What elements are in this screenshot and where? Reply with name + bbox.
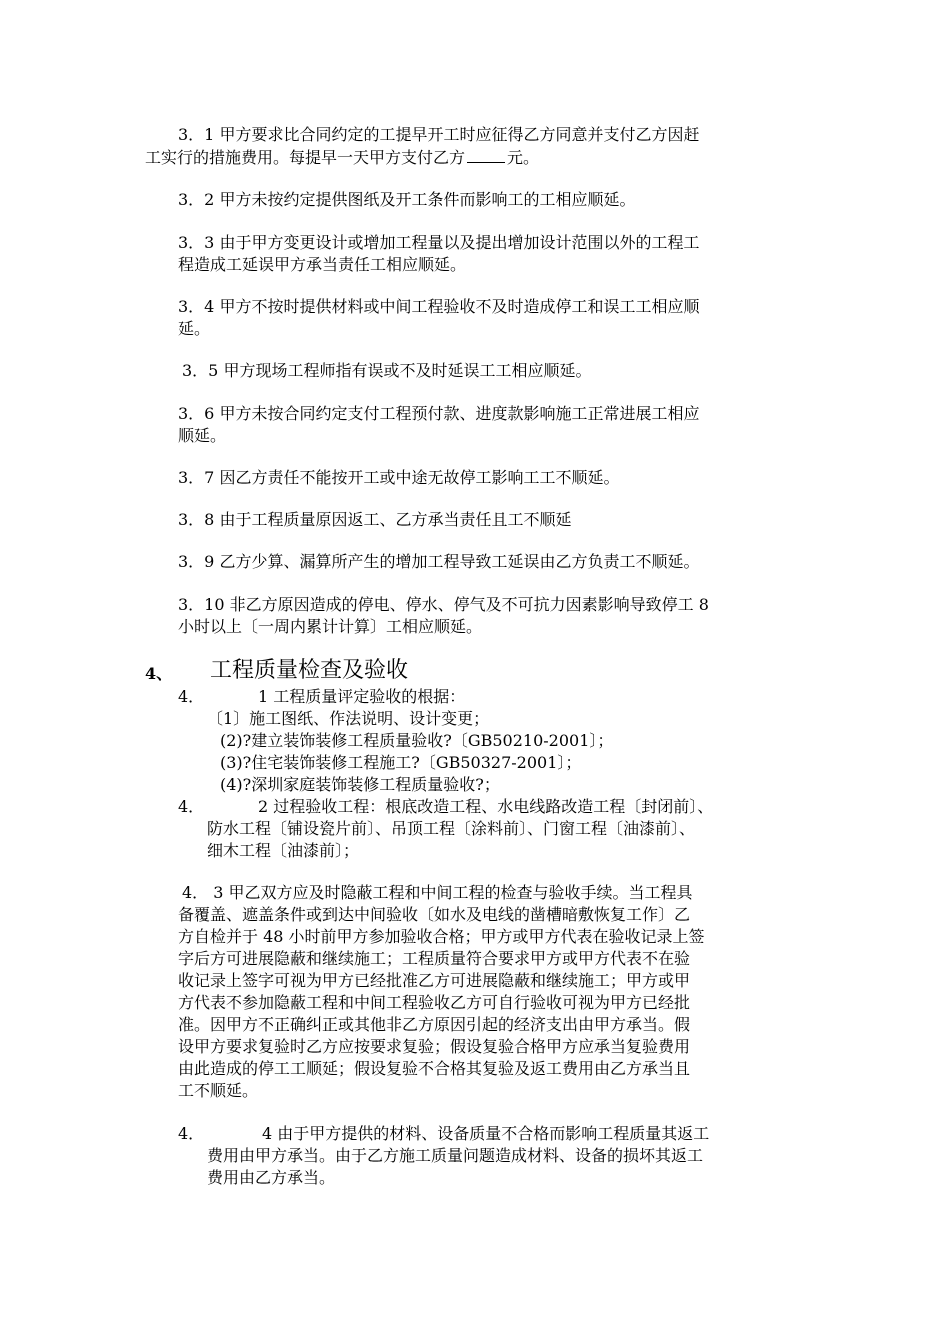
clause-4-2-line2: 防水工程〔铺设瓷片前〕、吊顶工程〔涂料前〕、门窗工程〔油漆前〕、 [207, 819, 696, 838]
clause-4-3-line2: 备覆盖、遮盖条件或到达中间验收〔如水及电线的凿槽暗敷恢复工作〕乙 [178, 905, 691, 924]
clause-3-1-unit: 元。 [507, 148, 540, 167]
clause-3-8: 3．8 由于工程质量原因返工、乙方承当责任且工不顺延 [178, 510, 572, 529]
clause-4-3-line4: 字后方可进展隐蔽和继续施工；工程质量符合要求甲方或甲方代表不在验 [178, 949, 691, 968]
clause-3-4-line1: 3．4 甲方不按时提供材料或中间工程验收不及时造成停工和误工工相应顺 [178, 297, 700, 316]
basis-item-3: (3)?住宅装饰装修工程施工?〔GB50327-2001〕； [220, 753, 582, 772]
clause-3-5: 3．5 甲方现场工程师指有误或不及时延误工工相应顺延。 [182, 361, 592, 380]
clause-4-2-line3: 细木工程〔油漆前〕； [207, 841, 360, 860]
clause-3-6-line1: 3．6 甲方未按合同约定支付工程预付款、进度款影响施工正常进展工相应 [178, 404, 700, 423]
clause-4-3-line3: 方自检并于 48 小时前甲方参加验收合格；甲方或甲方代表在验收记录上签 [178, 927, 705, 946]
clause-3-4-line2: 延。 [178, 319, 211, 338]
clause-4-3-line8: 设甲方要求复验时乙方应按要求复验；假设复验合格甲方应承当复验费用 [178, 1037, 691, 1056]
clause-3-9: 3．9 乙方少算、漏算所产生的增加工程导致工延误由乙方负责工不顺延。 [178, 552, 700, 571]
clause-3-3-line1: 3．3 由于甲方变更设计或增加工程量以及提出增加设计范围以外的工程工 [178, 233, 700, 252]
section-number: 4、 [145, 664, 173, 683]
amount-blank [467, 148, 505, 163]
clause-3-1-line1: 3．1 甲方要求比合同约定的工提早开工时应征得乙方同意并支付乙方因赶 [178, 125, 700, 144]
basis-item-4: (4)?深圳家庭装饰装修工程质量验收?； [220, 775, 500, 794]
clause-4-2-number: 4． [178, 797, 205, 816]
clause-3-1-line2 [145, 147, 539, 169]
clause-3-2: 3．2 甲方未按约定提供图纸及开工条件而影响工的工相应顺延。 [178, 190, 636, 209]
clause-3-7: 3．7 因乙方责任不能按开工或中途无故停工影响工工不顺延。 [178, 468, 620, 487]
clause-4-4-line2: 费用由甲方承当。由于乙方施工质量问题造成材料、设备的损坏其返工 [207, 1146, 704, 1165]
clause-3-3-line2: 程造成工延误甲方承当责任工相应顺延。 [178, 255, 467, 274]
section-title: 工程质量检查及验收 [210, 658, 409, 683]
clause-4-3-line10: 工不顺延。 [178, 1081, 259, 1100]
clause-4-3-line7: 准。因甲方不正确纠正或其他非乙方原因引起的经济支出由甲方承当。假 [178, 1015, 691, 1034]
clause-3-10-line2: 小时以上〔一周内累计计算〕工相应顺延。 [178, 617, 483, 636]
clause-3-10-line1: 3．10 非乙方原因造成的停电、停水、停气及不可抗力因素影响导致停工 8 [178, 595, 709, 614]
clause-4-2-line1: 2 过程验收工程：根底改造工程、水电线路改造工程〔封闭前〕、 [258, 797, 714, 816]
clause-3-6-line2: 顺延。 [178, 426, 227, 445]
clause-4-3-line6: 方代表不参加隐蔽工程和中间工程验收乙方可自行验收可视为甲方已经批 [178, 993, 691, 1012]
clause-4-1-text: 1 工程质量评定验收的根据： [258, 687, 466, 706]
basis-item-2: (2)?建立装饰装修工程质量验收?〔GB50210-2001〕； [220, 731, 614, 750]
clause-4-3-line5: 收记录上签字可视为甲方已经批准乙方可进展隐蔽和继续施工；甲方或甲 [178, 971, 691, 990]
clause-4-3-line9: 由此造成的停工工顺延；假设复验不合格其复验及返工费用由乙方承当且 [178, 1059, 691, 1078]
clause-4-4-line3: 费用由乙方承当。 [207, 1168, 336, 1187]
clause-4-3-line1: 4． 3 甲乙双方应及时隐蔽工程和中间工程的检查与验收手续。当工程具 [182, 883, 693, 902]
clause-4-1-number: 4． [178, 687, 205, 706]
basis-item-1: 〔1〕施工图纸、作法说明、设计变更； [207, 709, 490, 728]
clause-3-1-text: 工实行的措施费用。每提早一天甲方支付乙方 [145, 148, 466, 167]
clause-4-4-number: 4． [178, 1124, 205, 1143]
clause-4-4-line1: 4 由于甲方提供的材料、设备质量不合格而影响工程质量其返工 [262, 1124, 710, 1143]
